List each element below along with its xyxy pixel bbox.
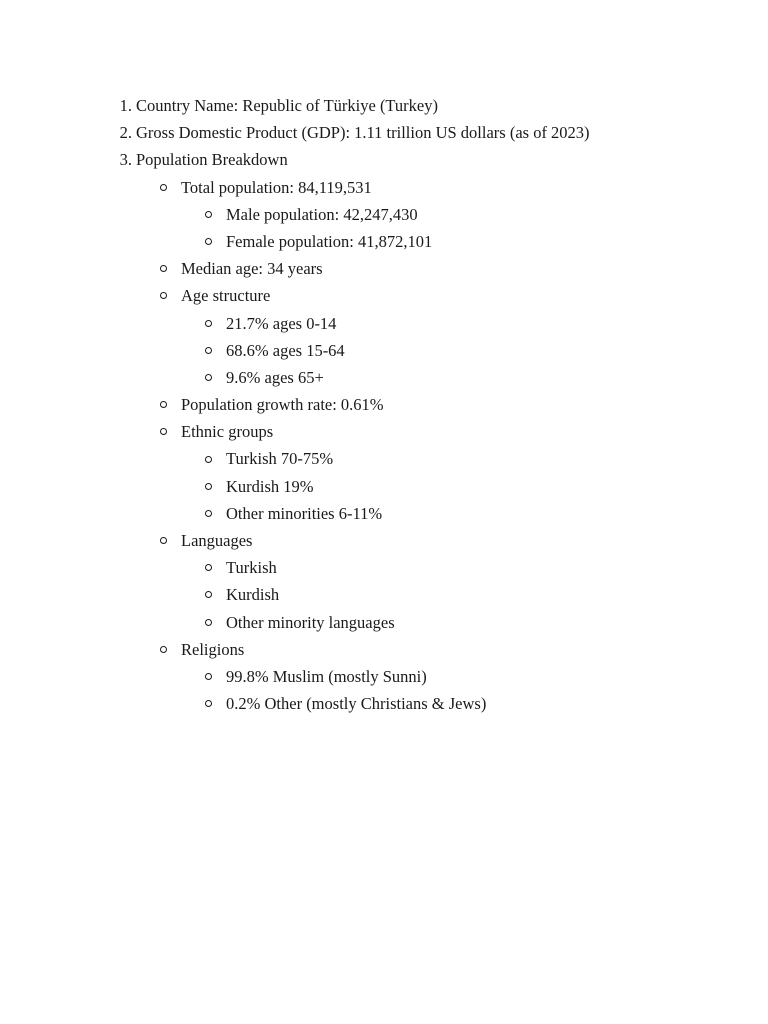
list-item-text: 9.6% ages 65+ [226,367,324,387]
list-item-text: Kurdish [226,585,280,605]
hollow-circle-bullet-icon [203,690,214,717]
bullet-list-item [0,391,768,418]
bullet-list-item [0,255,768,282]
list-item-text: Kurdish 19% [226,476,314,496]
hollow-circle-bullet-icon [203,228,214,255]
list-item-text: 0.2% Other (mostly Christians & Jews) [226,694,487,714]
hollow-circle-bullet-icon [158,636,169,663]
hollow-circle-bullet-icon [203,500,214,527]
bullet-list-item [0,690,768,717]
hollow-circle-bullet-icon [203,473,214,500]
bullet-list-item [0,418,768,445]
hollow-circle-bullet-icon [158,255,169,282]
hollow-circle-bullet-icon [158,418,169,445]
list-item-text: 21.7% ages 0-14 [226,313,337,333]
list-item-text: Languages [181,531,253,550]
bullet-list-item [0,228,768,255]
list-item-text: Median age: 34 years [181,259,323,279]
hollow-circle-bullet-icon [158,282,169,309]
numbered-list-item [0,92,768,119]
list-number: 1. [119,96,132,115]
bullet-list-item [0,663,768,690]
hollow-circle-bullet-icon [203,581,214,608]
list-item-text: Turkish [226,558,277,578]
bullet-list-item [0,527,768,554]
list-item-text: Male population: 42,247,430 [226,204,418,224]
list-item-text: Country Name: Republic of Türkiye (Turkey) [136,96,438,115]
list-item-text: Other minorities 6-11% [226,503,383,523]
bullet-list-item [0,174,768,201]
bullet-list-item [0,609,768,636]
numbered-list-item [0,146,768,173]
list-item-text: Age structure [181,286,271,306]
hollow-circle-bullet-icon [158,391,169,418]
hollow-circle-bullet-icon [203,364,214,391]
bullet-list-item [0,337,768,364]
hollow-circle-bullet-icon [158,527,169,554]
list-item-text: Population Breakdown [136,150,288,170]
bullet-list-item [0,282,768,309]
list-number: 2. [119,123,132,143]
list-item-text: Ethnic groups [181,422,274,442]
bullet-list-item [0,500,768,527]
hollow-circle-bullet-icon [203,663,214,690]
bullet-list-item [0,636,768,663]
hollow-circle-bullet-icon [203,609,214,636]
bullet-list-item [0,581,768,608]
hollow-circle-bullet-icon [203,337,214,364]
document-page [0,92,768,717]
bullet-list-item [0,445,768,472]
list-item-text: Gross Domestic Product (GDP): 1.11 trillion US dollars (as of 2023) [136,123,590,143]
list-item-text: 99.8% Muslim (mostly Sunni) [226,666,427,686]
bullet-list-item [0,473,768,500]
bullet-list-item [0,201,768,228]
list-item-text: Female population: 41,872,101 [226,231,433,251]
hollow-circle-bullet-icon [203,554,214,581]
list-item-text: Turkish 70-75% [226,449,334,469]
bullet-list-item [0,310,768,337]
hollow-circle-bullet-icon [203,310,214,337]
hollow-circle-bullet-icon [203,445,214,472]
hollow-circle-bullet-icon [203,201,214,228]
list-number: 3. [119,150,132,170]
list-item-text: Religions [181,639,245,659]
outline-list [0,92,768,717]
list-item-text: Other minority languages [226,612,395,632]
bullet-list-item [0,554,768,581]
list-item-text: Population growth rate: 0.61% [181,395,384,415]
list-item-text: Total population: 84,119,531 [181,177,372,197]
hollow-circle-bullet-icon [158,174,169,201]
bullet-list-item [0,364,768,391]
numbered-list-item [0,119,768,146]
list-item-text: 68.6% ages 15-64 [226,340,345,360]
